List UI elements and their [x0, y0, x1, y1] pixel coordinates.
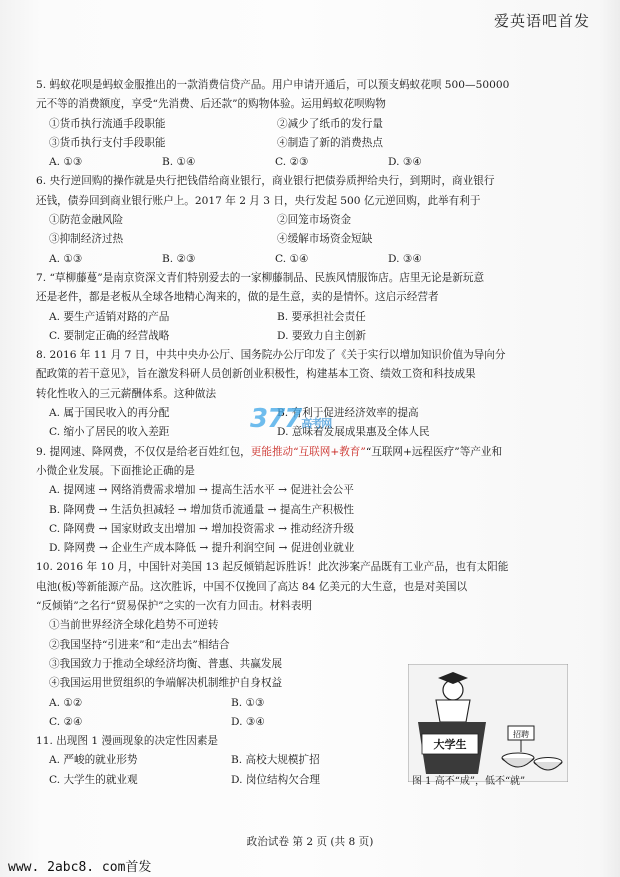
answer-option: C. 要制定正确的经营战略 [49, 329, 170, 342]
answer-option: C. ①④ [275, 252, 309, 265]
question-stem: 小微企业发展。下面推论正确的是 [36, 464, 195, 477]
answer-option: B. ②③ [162, 252, 196, 265]
statement: ④我国运用世贸组织的争端解决机制维护自身权益 [49, 677, 283, 690]
statement: ①当前世界经济全球化趋势不可逆转 [49, 619, 219, 632]
cartoon-figure [408, 664, 568, 782]
question-stem: 8. 2016 年 11 月 7 日，中共中央办公厅、国务院办公厅印发了《关于实行以增加知识价值为导向分 [36, 349, 506, 362]
site-mark: 爱英语吧首发 [493, 12, 590, 30]
answer-option: C. 缩小了居民的收入差距 [49, 426, 170, 439]
question-stem [36, 443, 574, 462]
answer-option: B. 有利于促进经济效率的提高 [277, 407, 419, 420]
cartoon-illustration [408, 664, 568, 782]
question-7 [36, 269, 574, 346]
answer-option: D. ③④ [388, 156, 422, 169]
watermark-text: 377 [250, 404, 302, 434]
answer-option: D. 降网费 → 企业生产成本降低 → 提升利润空间 → 促进创业就业 [49, 542, 355, 555]
question-stem: 6. 央行逆回购的操作就是央行把钱借给商业银行，商业银行把债券质押给央行，到期时，商业银行 [36, 175, 495, 188]
question-5 [36, 76, 574, 172]
student-label: 大学生 [433, 738, 467, 751]
question-stem: “反倾销”之名行“贸易保护”之实的一次有力回击。材料表明 [36, 600, 312, 613]
stem-text: 9. 提网速、降网费，不仅仅是给老百姓红包， [36, 445, 251, 458]
question-stem: 10. 2016 年 10 月，中国针对美国 13 起反倾销起诉胜诉！此次涉案产品既有工业产品，也有太阳能 [36, 561, 509, 574]
answer-option: B. 高校大规模扩招 [231, 754, 320, 767]
answer-option: B. 降网费 → 生活负担减轻 → 增加货币流通量 → 提高生产积极性 [49, 503, 355, 516]
site-footer: www. 2abc8. com首发 [8, 860, 152, 875]
question-stem: 还是老件，都是老板从全球各地精心淘来的，做的是生意，卖的是情怀。这启示经营者 [36, 291, 439, 304]
question-9 [36, 443, 574, 559]
answer-option: D. 岗位结构欠合理 [231, 773, 321, 786]
answer-option: A. 提网速 → 网络消费需求增加 → 提高生活水平 → 促进社会公平 [49, 484, 354, 497]
answer-option: D. 意味着发展成果惠及全体人民 [277, 426, 430, 439]
answer-option: D. ③④ [388, 252, 422, 265]
answer-option: A. ①③ [49, 252, 83, 265]
highlighted-text: 更能推动“互联网+教育” [250, 445, 366, 458]
answer-option: C. ②④ [49, 715, 83, 728]
statement: ②我国坚持“引进来”和“走出去”相结合 [49, 638, 230, 651]
answer-option: B. 要承担社会责任 [277, 310, 366, 323]
answer-option: D. 要致力自主创新 [277, 329, 367, 342]
question-stem: 11. 出现图 1 漫画现象的决定性因素是 [36, 735, 219, 748]
watermark-logo [250, 404, 331, 434]
statement: ④制造了新的消费热点 [277, 136, 383, 149]
answer-option: A. 严峻的就业形势 [49, 754, 138, 767]
question-stem: 7. “草柳藤蔓”是南京资深文青们特别爱去的一家柳藤制品、民族风情服饰店。店里无论是新玩意 [36, 271, 485, 284]
answer-option: A. ①② [49, 696, 83, 709]
statement: ②减少了纸币的发行量 [277, 117, 383, 130]
answer-option: C. 降网费 → 国家财政支出增加 → 增加投资需求 → 推动经济升级 [49, 522, 354, 535]
statement: ③我国致力于推动全球经济均衡、普惠、共赢发展 [49, 657, 283, 670]
statement: ②回笼市场资金 [277, 214, 352, 227]
question-6 [36, 172, 574, 268]
statement: ①防范金融风险 [49, 214, 124, 227]
watermark-subtext: 高考网 [301, 417, 332, 430]
question-stem: 元不等的消费额度，享受“先消费、后还款”的购物体验。运用蚂蚁花呗购物 [36, 98, 386, 111]
figure-caption: 图 1 高不“成”，低不“就” [412, 776, 526, 787]
answer-option: D. ③④ [231, 715, 265, 728]
question-stem: 还钱，债券回到商业银行账户上。2017 年 2 月 3 日，央行发起 500 亿元逆回购，此举有利于 [36, 194, 481, 207]
question-stem: 转化性收入的三元薪酬体系。这种做法 [36, 387, 217, 400]
answer-option: C. 大学生的就业观 [49, 773, 138, 786]
statement: ③抑制经济过热 [49, 233, 124, 246]
answer-option: A. 属于国民收入的再分配 [49, 407, 170, 420]
statement: ④缓解市场资金短缺 [277, 233, 373, 246]
answer-option: B. ①④ [162, 156, 196, 169]
answer-option: A. ①③ [49, 156, 83, 169]
answer-option: C. ②③ [275, 156, 309, 169]
question-stem: 配政策的若干意见》，旨在激发科研人员创新创业积极性，构建基本工资、绩效工资和科技成果 [36, 368, 476, 381]
statement: ③货币执行支付手段职能 [49, 136, 166, 149]
answer-option: A. 要生产适销对路的产品 [49, 310, 170, 323]
recruit-sign-label: 招聘 [513, 730, 529, 739]
stem-text: “互联网+远程医疗”等产业和 [365, 445, 503, 458]
question-stem: 5. 蚂蚁花呗是蚂蚁金服推出的一款消费信贷产品。用户申请开通后，可以预支蚂蚁花呗 500—50000 [36, 79, 510, 91]
page-footer: 政治试卷 第 2 页 (共 8 页) [246, 836, 374, 848]
statement: ①货币执行流通手段职能 [49, 117, 166, 130]
answer-option: B. ①③ [231, 696, 265, 709]
question-stem: 电池(板)等新能源产品。这次胜诉，中国不仅挽回了高达 84 亿美元的大生意，也是对美国以 [36, 580, 468, 593]
